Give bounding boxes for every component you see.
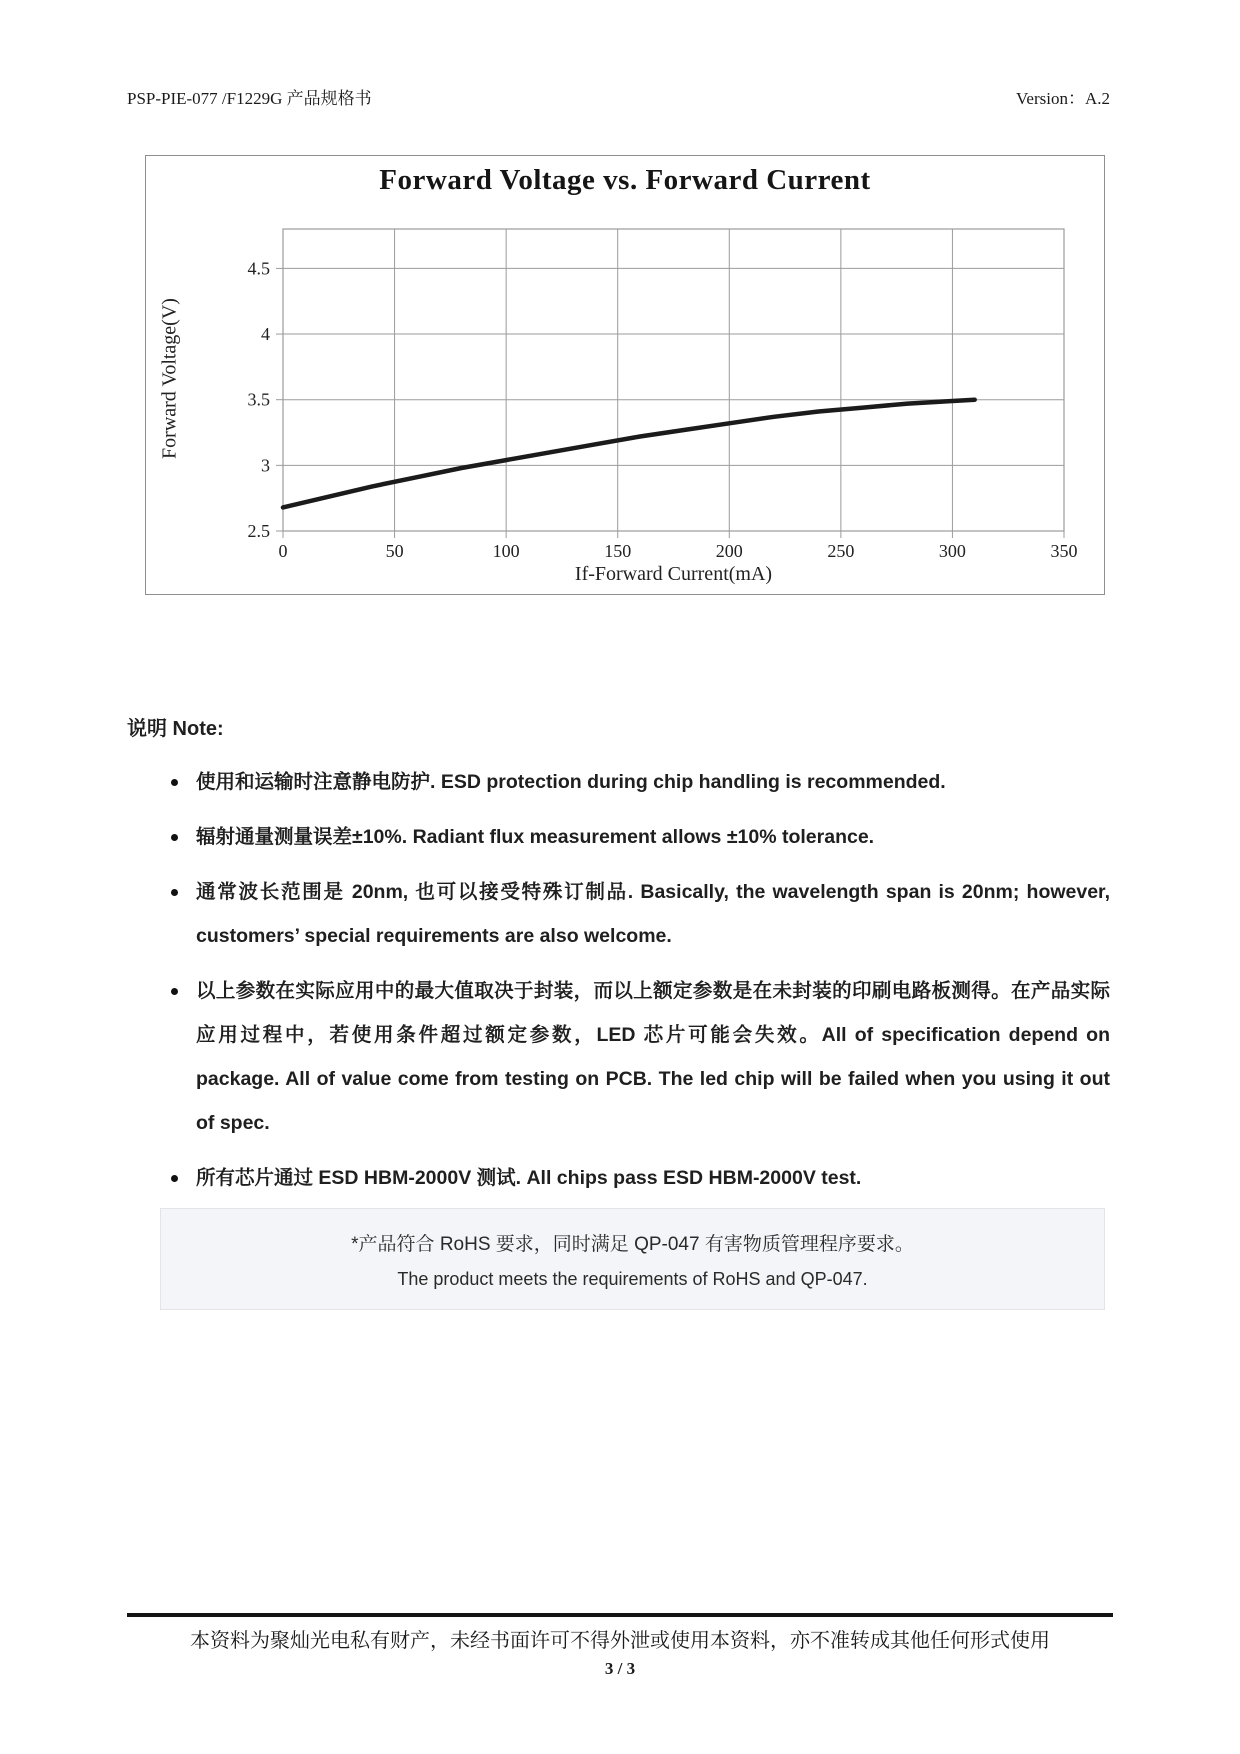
y-axis-title: Forward Voltage(V) xyxy=(158,298,181,459)
rohs-statement-cn: *产品符合 RoHS 要求，同时满足 QP-047 有害物质管理程序要求。 xyxy=(351,1233,914,1255)
notes-heading: 说明 Note: xyxy=(127,718,224,740)
plot-border xyxy=(283,229,1064,531)
page-number: 3 / 3 xyxy=(604,1659,636,1678)
x-tick-label: 100 xyxy=(492,541,520,561)
note-item: 所有芯片通过 ESD HBM-2000V 测试. All chips pass ESD HBM-2000V test. xyxy=(165,1156,1110,1200)
footer-rule xyxy=(127,1613,1113,1617)
doc-code: PSP-PIE-077 /F1229G 产品规格书 xyxy=(127,89,372,108)
footer-confidentiality-statement: 本资料为聚灿光电私有财产，未经书面许可不得外泄或使用本资料，亦不准转成其他任何形式使用 xyxy=(190,1630,1050,1652)
x-tick-label: 300 xyxy=(938,541,966,561)
y-tick-label: 3.5 xyxy=(247,389,270,410)
vf-curve xyxy=(283,400,975,508)
note-item: 使用和运输时注意静电防护. ESD protection during chip handling is recommended. xyxy=(165,760,1110,804)
x-tick-label: 350 xyxy=(1050,541,1078,561)
x-tick-label: 200 xyxy=(715,541,743,561)
y-tick-label: 4 xyxy=(261,324,270,345)
rohs-compliance-box xyxy=(160,1208,1105,1310)
version-label: Version：A.2 xyxy=(1016,89,1110,108)
note-item: 辐射通量测量误差±10%. Radiant flux measurement allows ±10% tolerance. xyxy=(165,815,1110,859)
y-tick-label: 3 xyxy=(261,455,270,476)
note-item: 通常波长范围是 20nm, 也可以接受特殊订制品. Basically, the wavelength span is 20nm; however, customers’ special requirements are also welcome. xyxy=(165,870,1110,958)
x-axis-title: If-Forward Current(mA) xyxy=(574,563,773,585)
vf-if-chart xyxy=(145,155,1105,595)
notes-list xyxy=(165,760,1110,1211)
x-tick-label: 250 xyxy=(827,541,855,561)
chart-plot xyxy=(146,156,1106,596)
x-tick-label: 150 xyxy=(604,541,632,561)
chart-title: Forward Voltage vs. Forward Current xyxy=(379,164,871,196)
x-tick-label: 50 xyxy=(385,541,404,561)
note-item: 以上参数在实际应用中的最大值取决于封装，而以上额定参数是在未封装的印刷电路板测得。在产品实际应用过程中，若使用条件超过额定参数，LED 芯片可能会失效。All of specification depend on package. All of value come from testing on PCB. The led chip will be failed when you using it out of spec. xyxy=(165,969,1110,1145)
rohs-statement-en: The product meets the requirements of RoHS and QP-047. xyxy=(397,1268,868,1289)
x-tick-label: 0 xyxy=(278,541,288,561)
y-tick-label: 4.5 xyxy=(247,258,270,279)
y-tick-label: 2.5 xyxy=(247,521,270,541)
page-header xyxy=(127,84,1110,109)
